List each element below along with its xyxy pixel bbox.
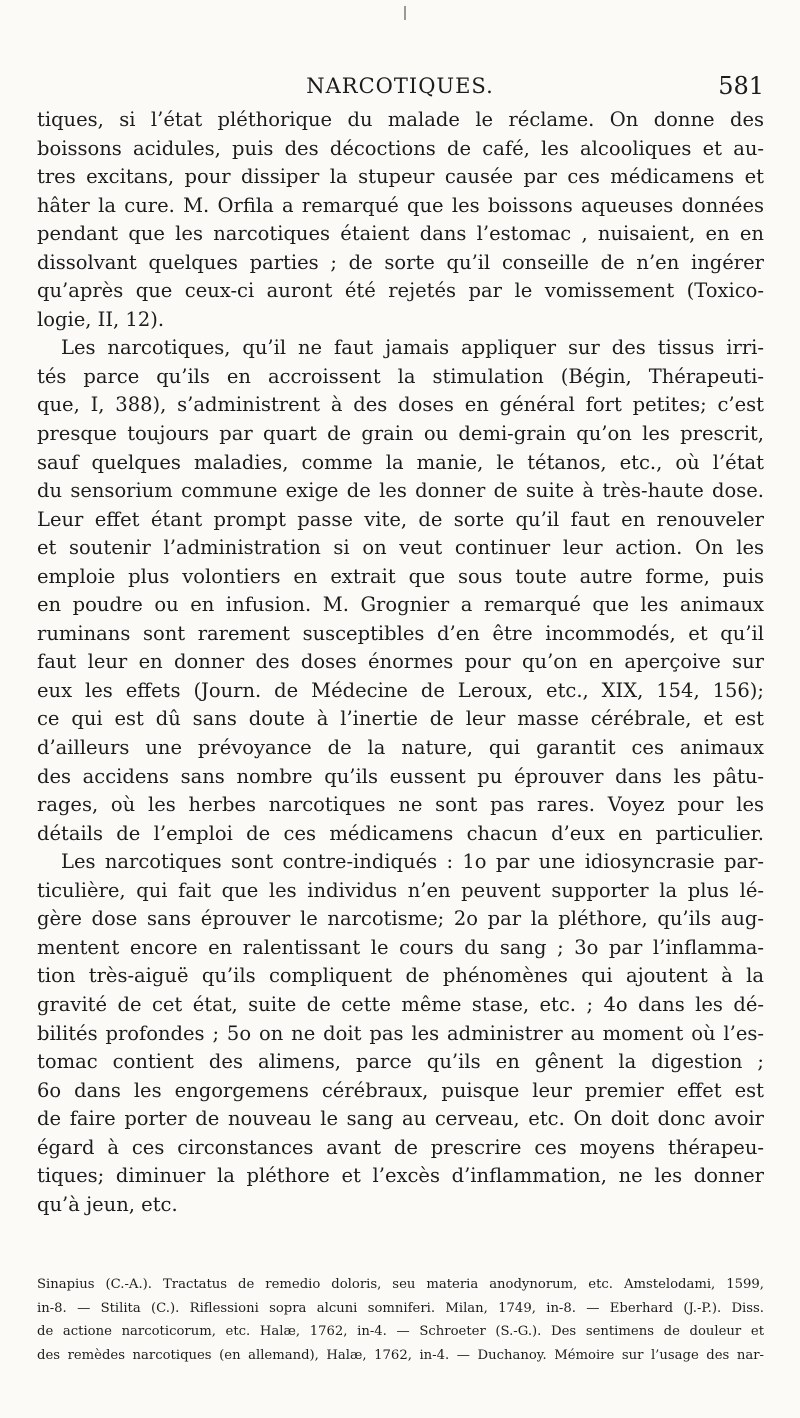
text-line: du sensorium commune exige de les donner de suite à très-haute dose. (37, 479, 764, 503)
text-line: hâter la cure. M. Orfila a remarqué que les boissons aqueuses données (37, 193, 764, 217)
text-line: en poudre ou en infusion. M. Grognier a remarqué que les animaux (37, 593, 764, 617)
text-line: Leur effet étant prompt passe vite, de sorte qu’il faut en renouveler (37, 507, 764, 531)
text-line: tiques, si l’état pléthorique du malade le réclame. On donne des (37, 108, 764, 131)
bibliography-footnotes (37, 1273, 764, 1367)
text-line: des accidens sans nombre qu’ils eussent pu éprouver dans les pâtu- (37, 764, 764, 788)
text-line: que, I, 388), s’administrent à des doses en général fort petites; c’est (37, 393, 764, 417)
text-line: ce qui est dû sans doute à l’inertie de leur masse cérébrale, et est (37, 707, 764, 731)
text-line: ticulière, qui fait que les individus n’en peuvent supporter la plus lé- (37, 878, 764, 902)
text-line: de faire porter de nouveau le sang au cerveau, etc. On doit donc avoir (37, 1107, 764, 1131)
text-line: eux les effets (Journ. de Médecine de Leroux, etc., XIX, 154, 156); (37, 678, 764, 702)
text-line: gravité de cet état, suite de cette même stase, etc. ; 4o dans les dé- (37, 992, 764, 1016)
text-line: dissolvant quelques parties ; de sorte qu’il conseille de n’en ingérer (37, 250, 764, 274)
text-line: détails de l’emploi de ces médicamens chacun d’eux en particulier. (37, 821, 764, 845)
text-line: tiques; diminuer la pléthore et l’excès d’inflammation, ne les donner (37, 1164, 764, 1188)
text-line: ruminans sont rarement susceptibles d’en être incommodés, et qu’il (37, 621, 764, 645)
text-line: tion très-aiguë qu’ils compliquent de phénomènes qui ajoutent à la (37, 964, 764, 988)
body-text (37, 106, 764, 1219)
text-line: faut leur en donner des doses énormes pour qu’on en aperçoive sur (37, 650, 764, 674)
text-line: gère dose sans éprouver le narcotisme; 2o par la pléthore, qu’ils aug- (37, 907, 764, 931)
text-line: qu’à jeun, etc. (37, 1192, 178, 1216)
text-line: rages, où les herbes narcotiques ne sont pas rares. Voyez pour les (37, 793, 764, 817)
text-line: presque toujours par quart de grain ou demi-grain qu’on les prescrit, (37, 422, 764, 446)
text-line: qu’après que ceux-ci auront été rejetés par le vomissement (Toxico- (37, 279, 764, 303)
scan-mark (404, 6, 406, 20)
text-line: mentent encore en ralentissant le cours du sang ; 3o par l’inflamma- (37, 935, 764, 959)
running-head: NARCOTIQUES. (306, 74, 494, 98)
text-line: emploie plus volontiers en extrait que sous toute autre forme, puis (37, 564, 764, 588)
footnote-line: de actione narcoticorum, etc. Halæ, 1762, in-4. — Schroeter (S.-G.). Des sentimens de douleur et (37, 1324, 764, 1340)
page-number: 581 (718, 72, 764, 100)
text-line: égard à ces circonstances avant de prescrire ces moyens thérapeu- (37, 1135, 764, 1159)
text-line: 6o dans les engorgemens cérébraux, puisque leur premier effet est (37, 1078, 764, 1102)
text-line: pendant que les narcotiques étaient dans l’estomac , nuisaient, en en (37, 222, 764, 246)
page-header (36, 72, 764, 104)
paragraph-start-line: Les narcotiques sont contre-indiqués : 1o par une idiosyncrasie par- (61, 850, 764, 874)
text-line: tés parce qu’ils en accroissent la stimulation (Bégin, Thérapeuti- (37, 364, 764, 388)
text-line: tomac contient des alimens, parce qu’ils en gênent la digestion ; (37, 1050, 764, 1074)
text-line: et soutenir l’administration si on veut continuer leur action. On les (37, 536, 764, 560)
text-line: bilités profondes ; 5o on ne doit pas les administrer au moment où l’es- (37, 1021, 764, 1045)
text-line: sauf quelques maladies, comme la manie, le tétanos, etc., où l’état (37, 450, 764, 474)
text-line: logie, II, 12). (37, 307, 165, 331)
footnote-line: Sinapius (C.-A.). Tractatus de remedio doloris, seu materia anodynorum, etc. Amstelodami, 1599, (37, 1277, 764, 1292)
text-line: d’ailleurs une prévoyance de la nature, qui garantit ces animaux (37, 736, 764, 760)
footnote-line: in-8. — Stilita (C.). Riflessioni sopra alcuni somniferi. Milan, 1749, in-8. — Eberhard (J.-P.). Diss. (37, 1300, 764, 1316)
text-line: boissons acidules, puis des décoctions de café, les alcooliques et au- (37, 136, 764, 160)
text-line: tres excitans, pour dissiper la stupeur causée par ces médicamens et (37, 165, 764, 189)
footnote-line: des remèdes narcotiques (en allemand), Halæ, 1762, in-4. — Duchanoy. Mémoire sur l’usage des nar- (37, 1347, 764, 1363)
paragraph-start-line: Les narcotiques, qu’il ne faut jamais appliquer sur des tissus irri- (61, 336, 764, 360)
